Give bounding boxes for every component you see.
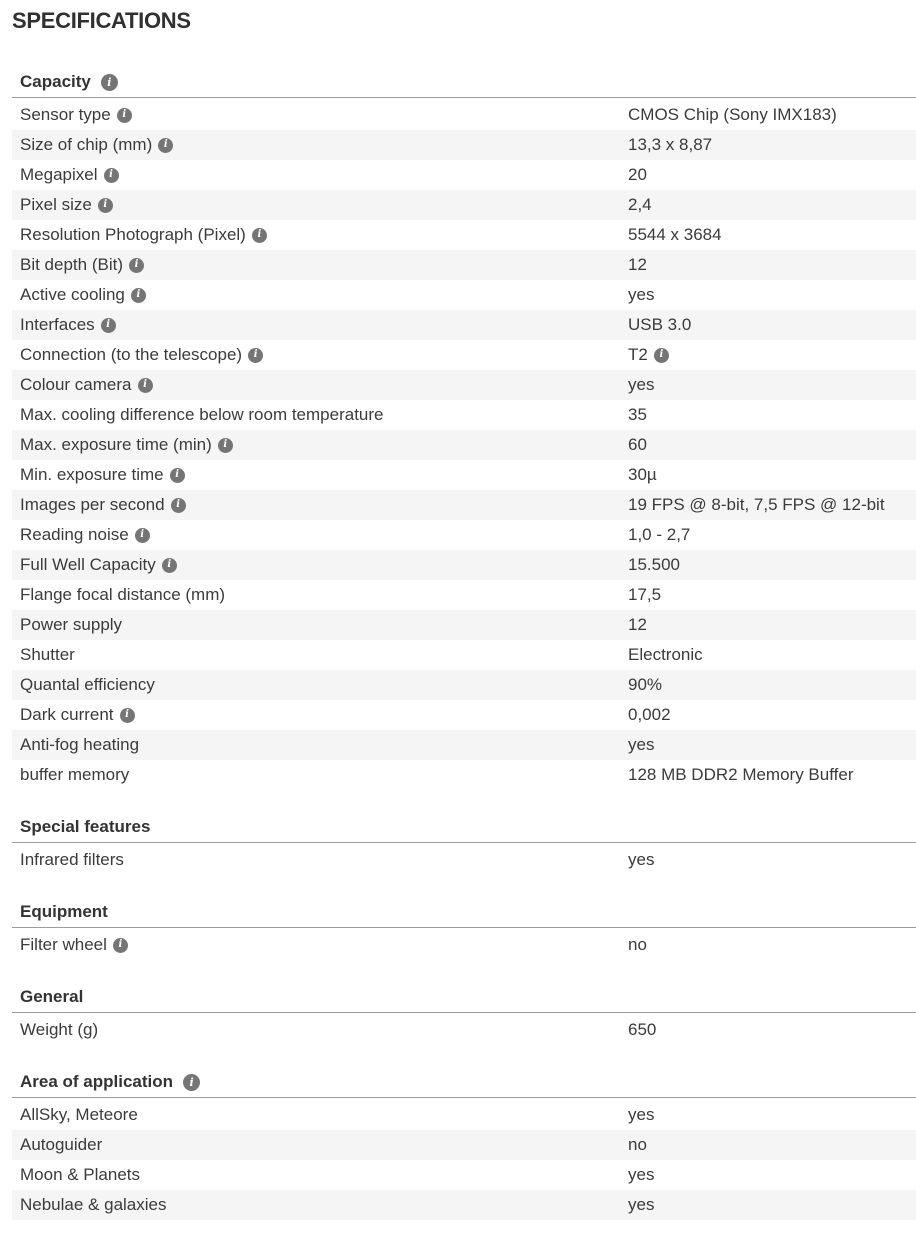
spec-row: [12, 760, 916, 790]
spec-label: Connection (to the telescope): [20, 345, 243, 364]
spec-label: Weight (g): [20, 1020, 99, 1039]
spec-label: Max. cooling difference below room temperature: [20, 405, 384, 424]
info-icon[interactable]: i: [117, 108, 132, 123]
info-icon[interactable]: i: [654, 348, 669, 363]
spec-label: Dark current: [20, 705, 114, 724]
page-title: SPECIFICATIONS: [12, 8, 191, 33]
section-header: [12, 817, 916, 843]
spec-row: [12, 580, 916, 610]
info-icon[interactable]: i: [162, 558, 177, 573]
info-icon[interactable]: i: [104, 168, 119, 183]
spec-value: yes: [628, 1195, 655, 1214]
spec-row: [12, 845, 916, 875]
spec-value-cell: [628, 675, 916, 695]
spec-label-cell: [20, 285, 628, 305]
spec-value-cell: [628, 405, 916, 425]
spec-value: 2,4: [628, 195, 652, 214]
spec-label: Pixel size: [20, 195, 92, 214]
spec-label-cell: [20, 555, 628, 575]
spec-value: 1,0 - 2,7: [628, 525, 691, 544]
spec-label: Moon & Planets: [20, 1165, 141, 1184]
spec-value: 20: [628, 165, 647, 184]
spec-label: Images per second: [20, 495, 165, 514]
spec-value: yes: [628, 735, 655, 754]
info-icon[interactable]: i: [131, 288, 146, 303]
spec-row: [12, 280, 916, 310]
spec-label-cell: [20, 495, 628, 515]
spec-label-cell: [20, 105, 628, 125]
info-icon[interactable]: i: [113, 938, 128, 953]
spec-label: Nebulae & galaxies: [20, 1195, 167, 1214]
info-icon[interactable]: i: [171, 498, 186, 513]
spec-label: Interfaces: [20, 315, 95, 334]
info-icon[interactable]: i: [248, 348, 263, 363]
info-icon[interactable]: i: [170, 468, 185, 483]
spec-label-cell: [20, 1195, 628, 1215]
info-icon[interactable]: i: [120, 708, 135, 723]
spec-value-cell: [628, 165, 916, 185]
spec-label-cell: [20, 935, 628, 955]
spec-value-cell: [628, 1020, 916, 1040]
spec-row: [12, 520, 916, 550]
spec-label-cell: [20, 645, 628, 665]
spec-row: [12, 610, 916, 640]
spec-label: Max. exposure time (min): [20, 435, 212, 454]
spec-section: [12, 72, 916, 790]
spec-label-cell: [20, 405, 628, 425]
info-icon[interactable]: i: [158, 138, 173, 153]
spec-label: Power supply: [20, 615, 123, 634]
spec-label: Resolution Photograph (Pixel): [20, 225, 246, 244]
section-title: Special features: [20, 817, 151, 836]
section-title: Equipment: [20, 902, 108, 921]
info-icon[interactable]: i: [101, 74, 118, 91]
spec-value-cell: [628, 195, 916, 215]
spec-label-cell: [20, 435, 628, 455]
spec-label-cell: [20, 1165, 628, 1185]
spec-row: [12, 460, 916, 490]
info-icon[interactable]: i: [218, 438, 233, 453]
spec-label-cell: [20, 1135, 628, 1155]
spec-value-cell: [628, 1105, 916, 1125]
info-icon[interactable]: i: [129, 258, 144, 273]
spec-value-cell: [628, 765, 916, 785]
spec-value: no: [628, 1135, 647, 1154]
spec-value: yes: [628, 1105, 655, 1124]
spec-value-cell: [628, 585, 916, 605]
section-header: [12, 987, 916, 1013]
spec-label: Quantal efficiency: [20, 675, 155, 694]
info-icon[interactable]: i: [138, 378, 153, 393]
spec-label: Flange focal distance (mm): [20, 585, 226, 604]
spec-value: CMOS Chip (Sony IMX183): [628, 105, 837, 124]
section-rows: [12, 100, 916, 790]
spec-section: [12, 1072, 916, 1220]
spec-label-cell: [20, 465, 628, 485]
section-rows: [12, 845, 916, 875]
spec-value: 15.500: [628, 555, 680, 574]
spec-value-cell: [628, 935, 916, 955]
spec-row: [12, 1130, 916, 1160]
spec-label: Bit depth (Bit): [20, 255, 123, 274]
spec-value-cell: [628, 645, 916, 665]
spec-row: [12, 160, 916, 190]
spec-label: Megapixel: [20, 165, 98, 184]
info-icon[interactable]: i: [252, 228, 267, 243]
spec-value-cell: [628, 1165, 916, 1185]
spec-label-cell: [20, 315, 628, 335]
spec-value-cell: [628, 705, 916, 725]
spec-value: T2: [628, 345, 648, 364]
spec-label-cell: [20, 165, 628, 185]
spec-label: Min. exposure time: [20, 465, 164, 484]
spec-row: [12, 250, 916, 280]
spec-value: no: [628, 935, 647, 954]
spec-label-cell: [20, 375, 628, 395]
spec-value: 90%: [628, 675, 663, 694]
spec-label-cell: [20, 1105, 628, 1125]
section-title: Capacity: [20, 72, 91, 91]
info-icon[interactable]: i: [101, 318, 116, 333]
spec-label-cell: [20, 525, 628, 545]
spec-label-cell: [20, 585, 628, 605]
spec-row: [12, 1100, 916, 1130]
spec-label: Anti-fog heating: [20, 735, 140, 754]
spec-label-cell: [20, 135, 628, 155]
spec-value-cell: [628, 135, 916, 155]
spec-value: USB 3.0: [628, 315, 692, 334]
spec-row: [12, 1160, 916, 1190]
spec-label-cell: [20, 850, 628, 870]
spec-value: 60: [628, 435, 647, 454]
spec-label: Size of chip (mm): [20, 135, 153, 154]
spec-value: 19 FPS @ 8-bit, 7,5 FPS @ 12-bit: [628, 495, 885, 514]
section-title: Area of application: [20, 1072, 174, 1091]
spec-value-cell: [628, 735, 916, 755]
spec-value: yes: [628, 285, 655, 304]
spec-value: 17,5: [628, 585, 662, 604]
spec-row: [12, 430, 916, 460]
section-rows: [12, 1015, 916, 1045]
spec-value-cell: [628, 850, 916, 870]
spec-row: [12, 730, 916, 760]
spec-row: [12, 370, 916, 400]
spec-label: Sensor type: [20, 105, 111, 124]
spec-value: 12: [628, 255, 647, 274]
spec-label: Active cooling: [20, 285, 125, 304]
spec-value: 128 MB DDR2 Memory Buffer: [628, 765, 854, 784]
section-title: General: [20, 987, 84, 1006]
spec-row: [12, 700, 916, 730]
spec-label-cell: [20, 1020, 628, 1040]
spec-section: [12, 817, 916, 875]
spec-row: [12, 310, 916, 340]
section-header: [12, 72, 916, 98]
spec-value: 35: [628, 405, 647, 424]
spec-label-cell: [20, 195, 628, 215]
section-rows: [12, 1100, 916, 1220]
spec-label: AllSky, Meteore: [20, 1105, 138, 1124]
spec-label: Infrared filters: [20, 850, 124, 869]
spec-label: Filter wheel: [20, 935, 107, 954]
spec-value: yes: [628, 1165, 655, 1184]
spec-value: Electronic: [628, 645, 703, 664]
spec-label-cell: [20, 615, 628, 635]
spec-row: [12, 640, 916, 670]
spec-section: [12, 987, 916, 1045]
spec-value: yes: [628, 850, 655, 869]
spec-value: yes: [628, 375, 655, 394]
spec-row: [12, 400, 916, 430]
info-icon[interactable]: i: [135, 528, 150, 543]
spec-value-cell: [628, 465, 916, 485]
spec-section: [12, 902, 916, 960]
info-icon[interactable]: i: [98, 198, 113, 213]
spec-value-cell: [628, 315, 916, 335]
section-header: [12, 1072, 916, 1098]
spec-value-cell: [628, 525, 916, 545]
spec-label: Reading noise: [20, 525, 129, 544]
spec-row: [12, 100, 916, 130]
spec-label-cell: [20, 255, 628, 275]
spec-row: [12, 550, 916, 580]
section-rows: [12, 930, 916, 960]
spec-value: 0,002: [628, 705, 671, 724]
spec-value: 30µ: [628, 465, 657, 484]
spec-label-cell: [20, 705, 628, 725]
spec-value-cell: [628, 495, 916, 515]
spec-label: Full Well Capacity: [20, 555, 156, 574]
spec-value: 650: [628, 1020, 657, 1039]
spec-row: [12, 1015, 916, 1045]
spec-value-cell: [628, 555, 916, 575]
spec-row: [12, 340, 916, 370]
spec-row: [12, 190, 916, 220]
spec-row: [12, 930, 916, 960]
spec-label: Shutter: [20, 645, 75, 664]
spec-value: 12: [628, 615, 647, 634]
spec-value-cell: [628, 435, 916, 455]
spec-label: Colour camera: [20, 375, 132, 394]
spec-value-cell: [628, 225, 916, 245]
spec-value-cell: [628, 255, 916, 275]
spec-row: [12, 220, 916, 250]
spec-label: buffer memory: [20, 765, 130, 784]
spec-value-cell: [628, 1195, 916, 1215]
spec-value-cell: [628, 345, 916, 365]
spec-row: [12, 1190, 916, 1220]
spec-label-cell: [20, 345, 628, 365]
spec-sections: [12, 72, 916, 1220]
spec-label-cell: [20, 735, 628, 755]
spec-value-cell: [628, 285, 916, 305]
spec-row: [12, 490, 916, 520]
spec-value-cell: [628, 615, 916, 635]
spec-value-cell: [628, 1135, 916, 1155]
spec-label-cell: [20, 225, 628, 245]
spec-row: [12, 130, 916, 160]
spec-label-cell: [20, 765, 628, 785]
spec-row: [12, 670, 916, 700]
spec-label-cell: [20, 675, 628, 695]
spec-value: 13,3 x 8,87: [628, 135, 713, 154]
spec-value-cell: [628, 105, 916, 125]
section-header: [12, 902, 916, 928]
spec-value: 5544 x 3684: [628, 225, 722, 244]
spec-value-cell: [628, 375, 916, 395]
info-icon[interactable]: i: [183, 1074, 200, 1091]
spec-label: Autoguider: [20, 1135, 103, 1154]
